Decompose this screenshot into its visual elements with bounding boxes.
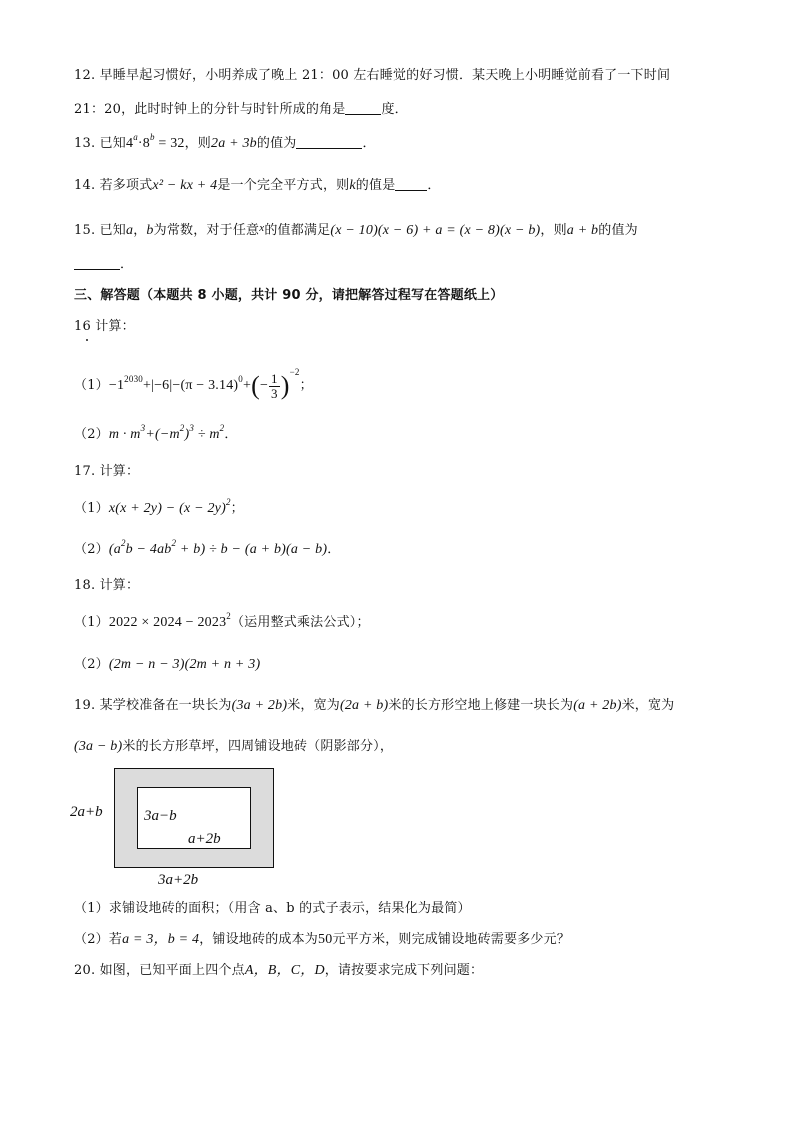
q20-suffix: ，请按要求完成下列问题：	[324, 963, 484, 978]
q12-text-2: 21：20，此时时钟上的分针与时针所成的角是	[74, 102, 346, 117]
q16-p2-b: +(−m	[145, 427, 180, 442]
q14-prefix: 14. 若多项式	[74, 178, 153, 193]
q13-prefix: 13. 已知	[74, 136, 127, 151]
q19-len2: (a + 2b)	[573, 698, 622, 713]
q17-p1-exp: 2	[225, 497, 231, 507]
q13-mid: ，则	[184, 136, 212, 151]
part-label: （2）	[74, 427, 109, 442]
q19-figure	[70, 768, 290, 894]
q16-p1-c: +	[242, 378, 252, 394]
answer-blank	[296, 135, 362, 149]
part-label: （1）	[74, 615, 109, 630]
q16-part1	[74, 366, 313, 406]
inner-width-label: 3a−b	[144, 808, 177, 824]
q18-p1-exp: 2	[226, 611, 231, 621]
q18-title-text: 18. 计算：	[74, 578, 140, 593]
q14-mid: 是一个完全平方式，则	[217, 178, 350, 193]
q16-p2-c: )	[184, 427, 190, 442]
section-title: 三、解答题（本题共 8 小题，共计 90 分，请把解答过程写在答题纸上）	[74, 288, 504, 303]
q19-line2	[74, 738, 393, 756]
q17-p2-c: + b) ÷ b − (a + b)(a − b)	[179, 542, 328, 557]
q13-base1: 4	[126, 136, 134, 151]
outer-length-label: 3a+2b	[158, 872, 199, 888]
q19-part1	[74, 900, 471, 918]
part-label: （1）	[74, 378, 109, 394]
q16-p1-exp2: −2	[289, 367, 300, 378]
q19-p2-cost: 50	[318, 932, 333, 947]
q14-end: ．	[427, 178, 441, 193]
q17-p2-expr	[108, 538, 328, 557]
q12-line1	[74, 67, 670, 85]
part-label: （1）	[74, 501, 109, 516]
outer-width-label: 2a+b	[70, 804, 103, 820]
q13-exp1: a	[133, 132, 138, 142]
q20-points: A，B，C，D	[244, 963, 325, 978]
q12-unit: 度．	[381, 102, 408, 117]
fraction-numerator: 1	[271, 370, 278, 386]
q19-part2	[74, 931, 570, 949]
q17-p1-text: x(x + 2y) − (x − 2y)	[108, 501, 226, 516]
q19-text-line2: 米的长方形草坪，四周铺设地砖（阴影部分），	[122, 739, 394, 754]
q16-p1-expr: $-1^{2030}+|-6|-(\pi - 3.14)^0+(-$ $\frac{1}{3}$ )$^{-2}$	[108, 367, 300, 401]
fraction	[269, 372, 280, 401]
q19-p2-vals: a = 3，b = 4	[122, 932, 200, 947]
q17-p2-b: b − 4ab	[125, 542, 172, 557]
q19-wid1: (2a + b)	[340, 698, 389, 713]
q15-line2	[74, 256, 133, 274]
answer-blank	[395, 177, 427, 191]
q16-p2-exp2: 2	[179, 423, 185, 433]
q16-p1-neg: −	[259, 378, 269, 394]
q15-sum: a + b	[566, 223, 599, 238]
q14-var: k	[349, 178, 356, 193]
q14-line	[74, 177, 441, 195]
q19-text-c: 米的长方形空地上修建一块长为	[388, 698, 574, 713]
q19-line1	[74, 697, 674, 715]
q16-p2-exp3: 3	[140, 423, 146, 433]
q16-part2	[74, 423, 238, 444]
part-label: （2）	[74, 657, 109, 672]
q17-part1	[74, 497, 244, 518]
q16-p1-exp0: 0	[238, 374, 243, 385]
q19-p2-a: （2）若	[74, 932, 123, 947]
q18-p1-text: 2022 × 2024 − 2023	[108, 615, 227, 630]
q18-part2	[74, 656, 260, 674]
q12-line2	[74, 101, 408, 119]
q13-suffix: 的值为	[256, 136, 297, 151]
q14-expr: x² − kx + 4	[152, 178, 218, 193]
q16-title-text: 16 计算：	[74, 319, 135, 334]
q16-p1-exp: 2030	[124, 374, 143, 385]
q13-dot: ·	[137, 136, 143, 151]
q15-mid3: ，则	[540, 223, 567, 238]
q16-p2-expr	[108, 423, 225, 442]
q16-p2-end: ．	[224, 427, 238, 442]
q15-mid1: 为常数，对于任意	[153, 223, 260, 238]
q13-equation	[126, 132, 185, 151]
q15-a: a	[126, 223, 134, 238]
q15-equation: (x − 10)(x − 6) + a = (x − 8)(x − b)	[330, 223, 541, 238]
q17-p2-exp2: 2	[171, 538, 177, 548]
q18-part1	[74, 611, 370, 632]
stray-dot	[86, 339, 88, 341]
q17-title-text: 17. 计算：	[74, 464, 140, 479]
q17-p2-a: (a	[108, 542, 121, 557]
q17-p1-end: ；	[230, 501, 244, 516]
q20-line	[74, 962, 483, 980]
inner-length-label: a+2b	[188, 831, 221, 847]
q16-p2-a: m · m	[108, 427, 141, 442]
q19-p2-c: 元平方米，则完成铺设地砖需要多少元？	[332, 932, 571, 947]
q18-p1-note: （运用整式乘法公式）；	[230, 615, 370, 630]
q19-text-a: 19. 某学校准备在一块长为	[74, 698, 232, 713]
q16-p1-a: −1	[108, 378, 125, 394]
fraction-denominator: 3	[271, 385, 278, 401]
inner-rectangle	[137, 787, 251, 849]
q13-expr: 2a + 3b	[211, 136, 257, 151]
q17-p2-exp1: 2	[120, 538, 126, 548]
q19-wid2: (3a − b)	[74, 739, 123, 754]
outer-rectangle	[114, 768, 274, 868]
q18-p1-expr	[108, 611, 231, 630]
section-heading	[74, 287, 503, 305]
q13-line	[74, 132, 376, 153]
part-label: （2）	[74, 542, 109, 557]
q19-p1-text: （1）求铺设地砖的面积；（用含 a、b 的式子表示，结果化为最简）	[74, 901, 471, 916]
q17-part2	[74, 538, 341, 559]
q15-b: b	[146, 223, 154, 238]
q13-end: ．	[362, 136, 376, 151]
answer-blank	[345, 101, 381, 115]
q16-p1-b: +|−6|−(π − 3.14)	[142, 378, 239, 394]
q17-title	[74, 463, 139, 481]
q15-line1	[74, 219, 638, 240]
q16-p2-exp3b: 3	[189, 423, 195, 433]
q14-suffix: 的值是	[355, 178, 396, 193]
q15-end: ．	[120, 257, 134, 272]
q13-exp2: b	[150, 132, 155, 142]
q15-x: x	[259, 222, 265, 234]
q16-p2-d: ÷ m	[197, 427, 220, 442]
q19-len1: (3a + 2b)	[231, 698, 288, 713]
q19-text-b: 米，宽为	[287, 698, 340, 713]
q15-mid2: 的值都满足	[264, 223, 331, 238]
q12-text: 12. 早睡早起习惯好，小明养成了晚上 21：00 左右睡觉的好习惯．某天晚上小明睡觉前看了一下时间	[74, 68, 671, 83]
q15-prefix: 15. 已知	[74, 223, 127, 238]
q18-p2-expr: (2m − n − 3)(2m + n + 3)	[108, 657, 261, 672]
answer-blank	[74, 256, 120, 270]
q19-text-d: 米，宽为	[621, 698, 675, 713]
q15-suffix: 的值为	[598, 223, 638, 238]
q15-sep: ，	[133, 223, 147, 238]
q17-p1-expr	[108, 497, 231, 516]
q18-title	[74, 577, 139, 595]
q17-p2-end: ．	[327, 542, 341, 557]
q13-base2: 8	[142, 136, 150, 151]
q19-p2-b: ，铺设地砖的成本为	[199, 932, 318, 947]
q20-text: 20. 如图，已知平面上四个点	[74, 963, 245, 978]
q16-p2-exp2b: 2	[219, 423, 225, 433]
q13-eq: = 32	[158, 136, 185, 151]
q16-title	[74, 318, 135, 336]
q16-p1-end: ；	[299, 378, 313, 394]
